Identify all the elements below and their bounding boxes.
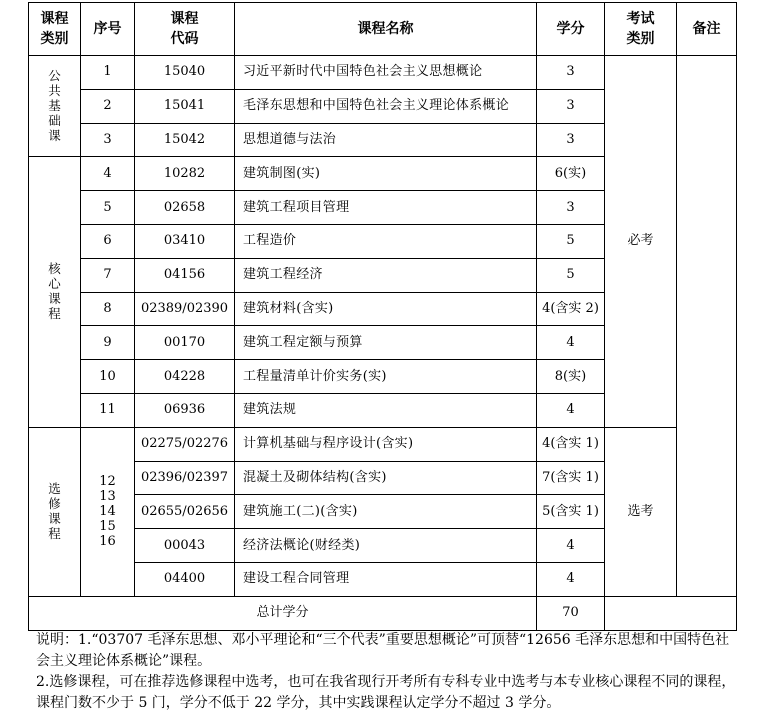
name-cell: 思想道德与法治 — [235, 123, 537, 157]
table-row — [29, 56, 737, 90]
notes-section — [36, 630, 736, 714]
header-code: 课程代码 — [135, 3, 235, 56]
seq-cell: 11 — [81, 393, 135, 427]
seq-cell: 5 — [81, 191, 135, 225]
code-cell: 15040 — [135, 56, 235, 90]
note-1: 说明：1.“03707 毛泽东思想、邓小平理论和“三个代表”重要思想概论”可顶替“12656 毛泽东思想和中国特色社会主义理论体系概论”课程。 — [36, 632, 730, 669]
seq-cell: 3 — [81, 123, 135, 157]
elective-seq-number: 14 — [99, 503, 116, 519]
code-cell: 04400 — [135, 562, 235, 596]
name-cell: 工程量清单计价实务(实) — [235, 360, 537, 394]
code-cell: 00043 — [135, 529, 235, 563]
elective-seq-number: 15 — [99, 518, 116, 534]
header-category: 课程类别 — [29, 3, 81, 56]
name-cell: 建筑工程项目管理 — [235, 191, 537, 225]
name-cell: 建筑制图(实) — [235, 157, 537, 191]
credit-cell: 3 — [537, 89, 605, 123]
name-cell: 毛泽东思想和中国特色社会主义理论体系概论 — [235, 89, 537, 123]
exam-elective-label: 选考 — [627, 503, 654, 519]
credit-cell: 7(含实 1) — [537, 461, 605, 495]
name-cell: 混凝土及砌体结构(含实) — [235, 461, 537, 495]
seq-cell: 6 — [81, 224, 135, 258]
name-cell: 建筑工程定额与预算 — [235, 326, 537, 360]
group-core-label: 核心课程 — [48, 261, 61, 322]
credit-cell: 4(含实 2) — [537, 292, 605, 326]
total-row — [29, 596, 737, 630]
total-label: 总计学分 — [29, 596, 537, 630]
table-header-row — [29, 3, 737, 56]
header-exam-type: 考试类别 — [605, 3, 677, 56]
credit-cell: 4 — [537, 562, 605, 596]
code-cell: 02389/02390 — [135, 292, 235, 326]
seq-cell: 2 — [81, 89, 135, 123]
name-cell: 建筑施工(二)(含实) — [235, 495, 537, 529]
credit-cell: 5 — [537, 224, 605, 258]
credit-cell: 3 — [537, 191, 605, 225]
seq-cell: 1 — [81, 56, 135, 90]
code-cell: 02655/02656 — [135, 495, 235, 529]
credit-cell: 4 — [537, 326, 605, 360]
exam-required-label: 必考 — [627, 233, 654, 249]
elective-seq-number: 16 — [99, 533, 116, 549]
name-cell: 建设工程合同管理 — [235, 562, 537, 596]
group-public-cell — [29, 56, 81, 157]
header-credit: 学分 — [537, 3, 605, 56]
credit-cell: 3 — [537, 123, 605, 157]
group-elective-cell — [29, 427, 81, 596]
code-cell: 04156 — [135, 258, 235, 292]
name-cell: 建筑工程经济 — [235, 258, 537, 292]
code-cell: 02658 — [135, 191, 235, 225]
elective-seq-number: 12 — [99, 473, 116, 489]
elective-seq-number: 13 — [99, 488, 116, 504]
credit-cell: 4(含实 1) — [537, 427, 605, 461]
credit-cell: 8(实) — [537, 360, 605, 394]
exam-elective-cell — [605, 427, 677, 596]
code-cell: 15042 — [135, 123, 235, 157]
group-core-cell — [29, 157, 81, 427]
remark-cell — [677, 56, 737, 597]
header-seq: 序号 — [81, 3, 135, 56]
name-cell: 建筑材料(含实) — [235, 292, 537, 326]
table-row — [29, 427, 737, 461]
seq-cell: 4 — [81, 157, 135, 191]
code-cell: 15041 — [135, 89, 235, 123]
seq-cell: 8 — [81, 292, 135, 326]
total-value: 70 — [537, 596, 605, 630]
credit-cell: 4 — [537, 393, 605, 427]
credit-cell: 5(含实 1) — [537, 495, 605, 529]
note-2: 2.选修课程，可在推荐选修课程中选考，也可在我省现行开考所有专科专业中选考与本专业核心课程不同的课程，课程门数不少于 5 门，学分不低于 22 学分，其中实践课程认定学分不超过 3 学分。 — [36, 674, 736, 711]
header-remark: 备注 — [677, 3, 737, 56]
course-plan-table — [28, 2, 737, 631]
group-public-label: 公共基础课 — [48, 67, 61, 143]
credit-cell: 5 — [537, 258, 605, 292]
credit-cell: 6(实) — [537, 157, 605, 191]
seq-cell: 9 — [81, 326, 135, 360]
name-cell: 计算机基础与程序设计(含实) — [235, 427, 537, 461]
seq-cell: 7 — [81, 258, 135, 292]
exam-required-cell — [605, 56, 677, 428]
code-cell: 03410 — [135, 224, 235, 258]
code-cell: 02396/02397 — [135, 461, 235, 495]
code-cell: 02275/02276 — [135, 427, 235, 461]
code-cell: 00170 — [135, 326, 235, 360]
elective-seq-list — [99, 474, 116, 549]
seq-cell: 10 — [81, 360, 135, 394]
elective-seq-cell — [81, 427, 135, 596]
group-elective-label: 选修课程 — [48, 480, 61, 541]
credit-cell: 3 — [537, 56, 605, 90]
credit-cell: 4 — [537, 529, 605, 563]
code-cell: 04228 — [135, 360, 235, 394]
name-cell: 经济法概论(财经类) — [235, 529, 537, 563]
name-cell: 建筑法规 — [235, 393, 537, 427]
code-cell: 10282 — [135, 157, 235, 191]
code-cell: 06936 — [135, 393, 235, 427]
total-empty-cell — [605, 596, 737, 630]
name-cell: 习近平新时代中国特色社会主义思想概论 — [235, 56, 537, 90]
header-name: 课程名称 — [235, 3, 537, 56]
name-cell: 工程造价 — [235, 224, 537, 258]
